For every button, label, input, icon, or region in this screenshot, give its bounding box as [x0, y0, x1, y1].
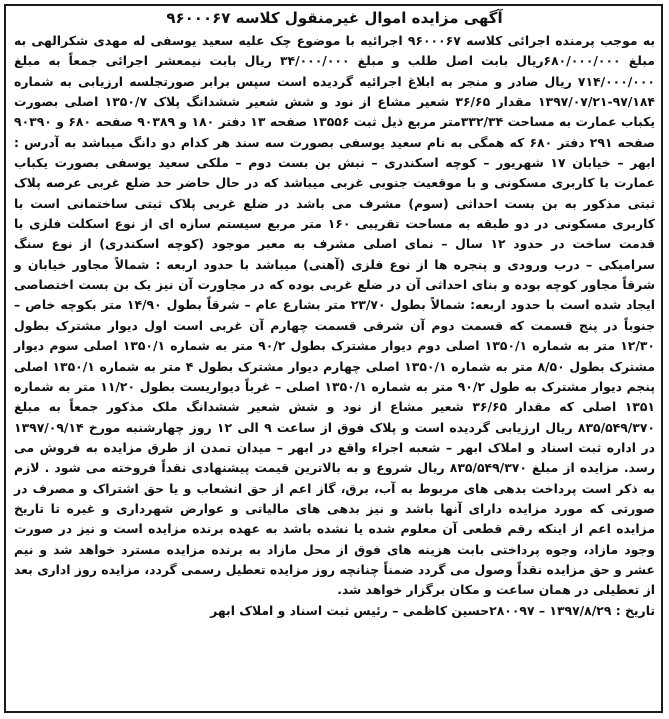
notice-body: به موجب پرمنده اجرائی کلاسه ۹۶۰۰۰۶۷ اجرائیه با موضوع چک علیه سعید یوسفی له مهدی شکرالهی به مبلغ ۶۸۰/۰۰۰/۰۰۰ریال بابت اصل طلب و مبلغ ۳۴/۰۰۰/۰۰۰ ریال بابت نیمعشر اجرائی جمعاً به مبلغ ۷۱۴/۰۰۰/۰۰۰ ریال صادر و منجر به ابلاغ اجرائیه گردیده است سپس برابر صورتجلسه ارزیابی به شماره ۹۷/۱۸۴-۱۳۹۷/۰۷/۲۱ مقدار ۳۶/۶۵ شعیر مشاع از نود و شش شعیر ششدانگ پلاک ۱۳۵۰/۷ اصلی بصورت یکباب عمارت به مساحت ۳۳۲/۳۴متر مربع ذیل ثبت ۱۳۵۵۶ صفحه ۱۳ دفتر ۱۸۰ و ۹۰۳۸۹ صفحه ۶۸۰ و ۹۰۳۹۰ صفحه ۲۹۱ دفتر ۶۸۰ که همگی به نام سعید یوسفی بصورت سه سند هر کدام دو دانگ میباشد به آدرس : ابهر – خیابان ۱۷ شهریور – کوچه اسکندری – نبش بن بست دوم – ملکی سعید یوسفی بصورت یکباب عمارت با کاربری مسکونی و با موقعیت جنوبی غربی میباشد که در حال حاضر حد ضلع غربی عرصه پلاک ثبتی مذکور به بن بست احداثی (سوم) مشرف می باشد در ضلع غربی پلاک ثبتی ساختمانی است با کاربری مسکونی در دو طبقه به مساحت تقریبی ۱۶۰ متر مربع سیستم سازه ای از نوع اسکلت فلزی با قدمت ساخت در حدود ۱۲ سال – نمای اصلی مشرف به معبر موجود (کوچه اسکندری) از نوع سنگ سرامیکی – درب ورودی و پنجره ها از نوع فلزی (آهنی) میباشد با حدود اربعه : شمالاً مجاور خیابان و شرقاً مجاور کوچه بوده و بنای احداثی آن در ضلع غربی بوده که در مجاورت آن نیز یک بن بست اختصاصی ایجاد شده است با حدود اربعه: شمالاً بطول ۲۳/۷۰ متر بشارع عام – شرقاً بطول ۱۴/۹۰ متر بکوچه خاص – جنوباً در پنج قسمت که قسمت دوم آن شرقی قسمت چهارم آن غربی است اول دیوار مشترک بطول ۱۲/۳۰ متر به شماره ۱۳۵۰/۱ اصلی دوم دیوار مشترک بطول ۹۰/۲ متر به شماره ۱۳۵۰/۱ اصلی سوم دیوار مشترک بطول ۸/۵۰ متر به شماره ۱۳۵۰/۱ اصلی چهارم دیوار مشترک بطول ۴ متر به شماره ۱۳۵۰/۱ اصلی پنجم دیوار مشترک به طول ۹۰/۲ متر به شماره ۱۳۵۰/۱ اصلی – غرباً دیواریست بطول ۱۱/۲۰ متر به شماره ۱۳۵۱ اصلی که مقدار ۳۶/۶۵ شعیر مشاع از نود و شش شعیر ششدانگ ملک مذکور جمعاً به مبلغ ۸۳۵/۵۴۹/۳۷۰ ریال ارزیابی گردیده است و پلاک فوق از ساعت ۹ الی ۱۲ روز چهارشنبه مورخ ۱۳۹۷/۰۹/۱۴ در اداره ثبت اسناد و املاک ابهر – شعبه اجراء واقع در ابهر – میدان تمدن از طرق مزایده به فروش می رسد. مزایده از مبلغ ۸۳۵/۵۴۹/۳۷۰ ریال شروع و به بالاترین قیمت پیشنهادی نقداً فروخته می شود . لازم به ذکر است پرداخت بدهی های مربوط به آب، برق، گاز اعم از حق انشعاب و یا حق اشتراک و مصرف در صورتی که مورد مزایده دارای آنها باشد و نیز بدهی های مالیاتی و عوارض شهرداری و غیره تا تاریخ مزایده اعم از اینکه رقم قطعی آن معلوم شده یا نشده باشد به عهده برنده مزایده است و نیز در صورت وجود مازاد، وجوه پرداختی بابت هزینه های فوق از محل مازاد به برنده مزایده مسترد خواهد شد و نیم عشر و حق مزایده نقداً وصول می گردد ضمناً چنانچه روز مزایده تعطیل رسمی گردد، مزایده روز اداری بعد از تعطیلی در همان ساعت و مکان برگزار خواهد شد.	[14, 33, 656, 598]
notice-signature: تاریخ : ۱۳۹۷/۸/۲۹ – ۲۸۰۰۹۷حسین کاظمی – رئیس ثبت اسناد و املاک ابهر	[210, 602, 655, 618]
auction-notice	[14, 6, 655, 706]
notice-title: آگهی مزایده اموال غیرمنقول کلاسه ۹۶۰۰۰۶۷	[166, 9, 503, 27]
